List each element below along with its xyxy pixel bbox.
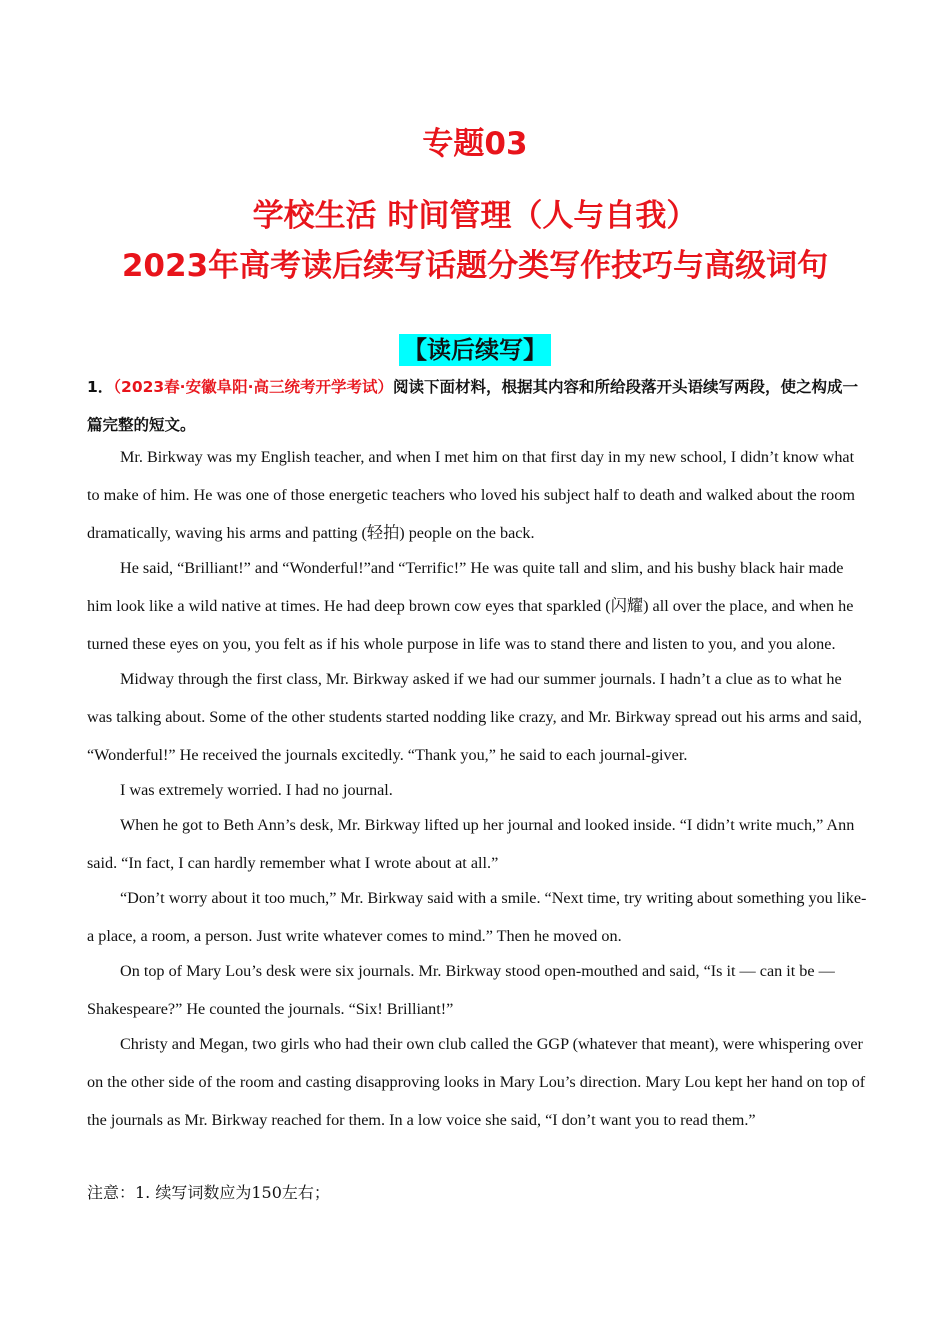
- passage-paragraph: Christy and Megan, two girls who had their own club called the GGP (whatever that meant), were whispering over on the other side of the room and casting disapproving looks in Mary Lou’s direction. Mary Lou kept her hand on top of the journals as Mr. Birkway reached for them. In a low voice she said, “I don’t want you to read them.”: [87, 1035, 866, 1129]
- instruction-text: 阅读下面材料，根据其内容和所给段落开头语续写两段，使之构成一篇完整的短文。: [87, 378, 858, 434]
- passage-paragraph: I was extremely worried. I had no journal.: [120, 781, 393, 799]
- passage-paragraph: “Don’t worry about it too much,” Mr. Birkway said with a smile. “Next time, try writing about something you like-a place, a room, a person. Just write whatever comes to mind.” Then he moved on.: [87, 889, 867, 945]
- document-title: 2023年高考读后续写话题分类写作技巧与高级词句: [121, 248, 829, 284]
- topic-number-heading: 专题03: [422, 126, 528, 162]
- question-instruction: [87, 368, 869, 444]
- passage-paragraph: On top of Mary Lou’s desk were six journals. Mr. Birkway stood open-mouthed and said, “Is it — can it be — Shakespeare?” He counted the journals. “Six! Brilliant!”: [87, 962, 835, 1018]
- passage-paragraph: Midway through the first class, Mr. Birkway asked if we had our summer journals. I hadn’t a clue as to what he was talking about. Some of the other students started nodding like crazy, and Mr. Birkway spread out his arms and said, “Wonderful!” He received the journals excitedly. “Thank you,” he said to each journal-giver.: [87, 670, 862, 764]
- section-label: [0, 330, 950, 365]
- passage-paragraph: He said, “Brilliant!” and “Wonderful!”and “Terrific!” He was quite tall and slim, and his bushy black hair made him look like a wild native at times. He had deep brown cow eyes that sparkled (闪耀) all over the place, and when he turned these eyes on you, you felt as if his whole purpose in life was to stand there and listen to you, and you alone.: [87, 559, 854, 653]
- reading-passage: [87, 438, 869, 1136]
- topic-title: 学校生活 时间管理（人与自我）: [252, 198, 698, 234]
- section-label-text: 【读后续写】: [399, 334, 551, 366]
- writing-note: 注意：1. 续写词数应为150左右；: [87, 1183, 330, 1202]
- passage-paragraph: Mr. Birkway was my English teacher, and when I met him on that first day in my new school, I didn’t know what to make of him. He was one of those energetic teachers who loved his subject half to death and walked about the room dramatically, waving his arms and patting (轻拍) people on the back.: [87, 448, 855, 542]
- question-number: 1．: [87, 378, 114, 396]
- passage-paragraph: When he got to Beth Ann’s desk, Mr. Birkway lifted up her journal and looked inside. “I didn’t write much,” Ann said. “In fact, I can hardly remember what I wrote about at all.”: [87, 816, 855, 872]
- question-source: （2023春·安徽阜阳·高三统考开学考试）: [113, 378, 393, 396]
